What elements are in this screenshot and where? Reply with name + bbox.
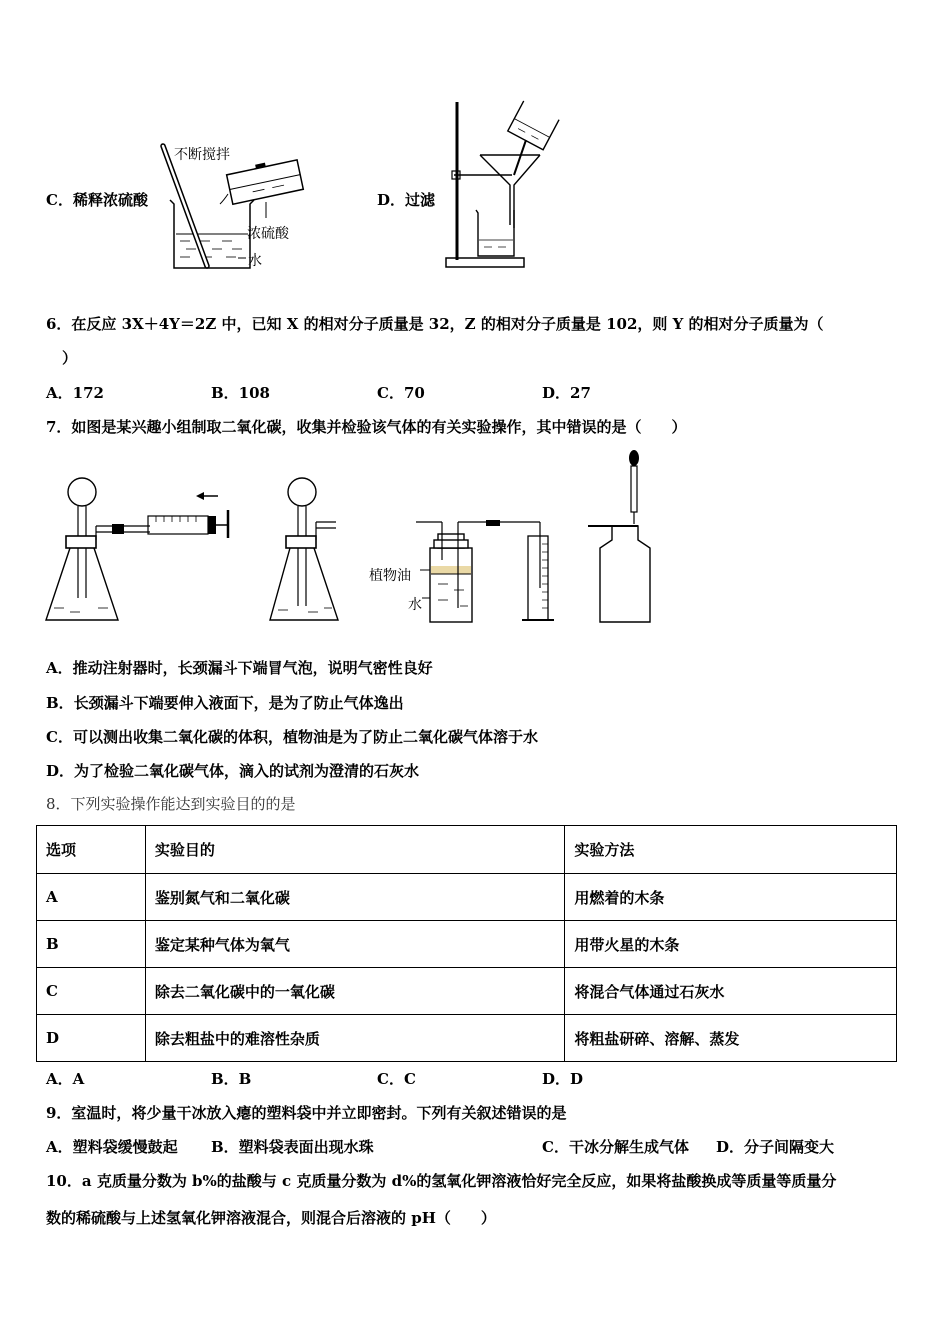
- table-cell: 除去二氧化碳中的一氧化碳: [145, 968, 564, 1015]
- q7-option-b[interactable]: B．长颈漏斗下端要伸入液面下，是为了防止气体逸出: [46, 694, 404, 712]
- q6-stem-end: ）: [62, 349, 78, 367]
- oil-label: 植物油: [369, 568, 411, 584]
- q8-option-c[interactable]: C．C: [377, 1070, 416, 1088]
- q6-option-a[interactable]: A．172: [46, 384, 104, 402]
- table-cell: 将混合气体通过石灰水: [565, 968, 897, 1015]
- q10-line2: 数的稀硫酸与上述氢氧化钾溶液混合，则混合后溶液的 pH（ ）: [46, 1209, 496, 1227]
- table-row: [37, 921, 897, 968]
- table-cell: 鉴定某种气体为氧气: [145, 921, 564, 968]
- table-row: [37, 1015, 897, 1062]
- table-header-cell: 实验目的: [145, 826, 564, 874]
- q9-option-a[interactable]: A．塑料袋缓慢鼓起: [46, 1138, 178, 1156]
- q6-option-d[interactable]: D．27: [542, 384, 591, 402]
- q7-water-label: 水: [408, 597, 422, 613]
- table-cell: 鉴别氮气和二氧化碳: [145, 874, 564, 921]
- q7-option-d[interactable]: D．为了检验二氧化碳气体，滴入的试剂为澄清的石灰水: [46, 762, 420, 780]
- table-cell: 用带火星的木条: [565, 921, 897, 968]
- q8-stem: 8．下列实验操作能达到实验目的的是: [46, 795, 296, 813]
- water-label: 水: [248, 253, 262, 269]
- option-d-label: D．过滤: [377, 191, 436, 209]
- q8-option-d[interactable]: D．D: [542, 1070, 584, 1088]
- option-c-label: C．稀释浓硫酸: [46, 191, 148, 209]
- table-row: [37, 968, 897, 1015]
- co2-apparatus-figure: [40, 448, 670, 628]
- q8-table: [36, 825, 897, 1062]
- q7-option-c[interactable]: C．可以测出收集二氧化碳的体积，植物油是为了防止二氧化碳气体溶于水: [46, 728, 538, 746]
- q9-option-b[interactable]: B．塑料袋表面出现水珠: [211, 1138, 374, 1156]
- table-header-cell: 选项: [37, 826, 146, 874]
- acid-label: 浓硫酸: [247, 226, 289, 242]
- table-header-cell: 实验方法: [565, 826, 897, 874]
- q7-option-a[interactable]: A．推动注射器时，长颈漏斗下端冒气泡，说明气密性良好: [46, 659, 433, 677]
- q9-option-c[interactable]: C．干冰分解生成气体: [542, 1138, 689, 1156]
- table-cell: D: [37, 1015, 146, 1062]
- table-row: [37, 874, 897, 921]
- q9-stem: 9．室温时，将少量干冰放入瘪的塑料袋中并立即密封。下列有关叙述错误的是: [46, 1104, 567, 1122]
- q8-option-a[interactable]: A．A: [46, 1070, 85, 1088]
- table-cell: B: [37, 921, 146, 968]
- table-cell: 将粗盐研碎、溶解、蒸发: [565, 1015, 897, 1062]
- table-header-row: [37, 826, 897, 874]
- q6-stem: 6．在反应 3X＋4Y＝2Z 中，已知 X 的相对分子质量是 32，Z 的相对分子质量是 102，则 Y 的相对分子质量为（: [46, 315, 824, 333]
- table-cell: A: [37, 874, 146, 921]
- q6-option-c[interactable]: C．70: [377, 384, 425, 402]
- table-cell: C: [37, 968, 146, 1015]
- table-cell: 除去粗盐中的难溶性杂质: [145, 1015, 564, 1062]
- stir-label: 不断搅拌: [174, 147, 230, 163]
- q10-line1: 10．a 克质量分数为 b%的盐酸与 c 克质量分数为 d%的氢氧化钾溶液恰好完全反应，如果将盐酸换成等质量等质量分: [46, 1172, 837, 1190]
- q8-option-b[interactable]: B．B: [211, 1070, 252, 1088]
- q7-stem: 7．如图是某兴趣小组制取二氧化碳，收集并检验该气体的有关实验操作，其中错误的是（ ）: [46, 418, 687, 436]
- filtration-figure: [440, 100, 565, 272]
- q6-option-b[interactable]: B．108: [211, 384, 270, 402]
- q9-option-d[interactable]: D．分子间隔变大: [716, 1138, 835, 1156]
- table-cell: 用燃着的木条: [565, 874, 897, 921]
